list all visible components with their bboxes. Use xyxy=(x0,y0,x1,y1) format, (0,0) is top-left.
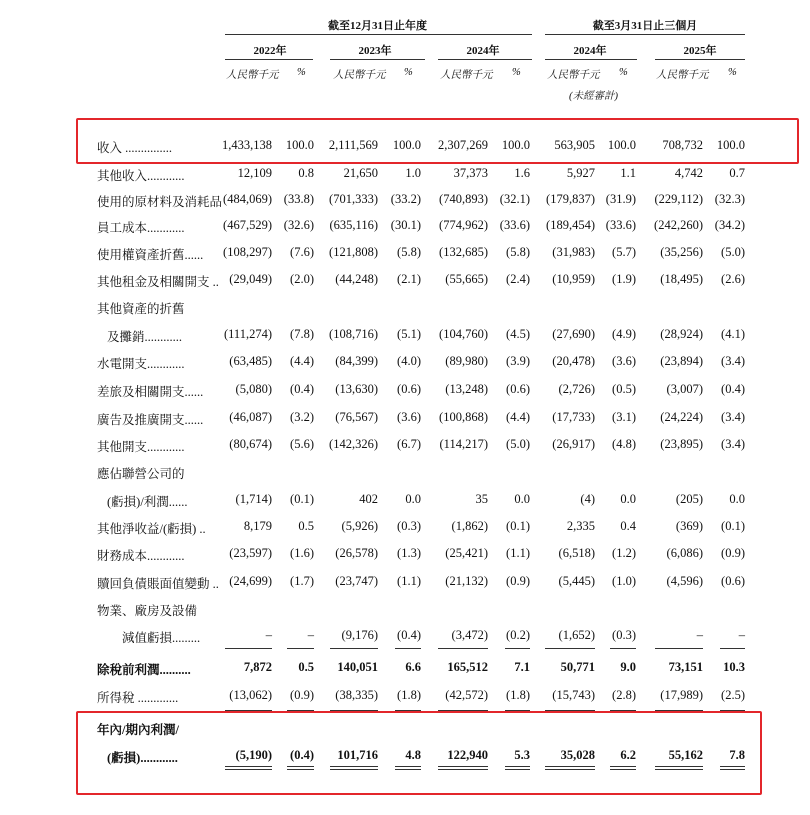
cell-percent: (0.1) xyxy=(290,492,314,506)
cell-amount: 5,927 xyxy=(566,166,595,180)
cell-amount: 35,028 xyxy=(560,748,595,762)
cell-amount: (13,248) xyxy=(445,382,488,396)
cell-percent: 100.0 xyxy=(716,138,745,152)
cell-percent: 0.0 xyxy=(405,492,421,506)
cell-amount: (24,224) xyxy=(660,410,703,424)
cell-amount: 1,433,138 xyxy=(222,138,272,152)
row-label: 物業、廠房及設備 xyxy=(97,604,198,618)
cell-amount: – xyxy=(696,628,703,642)
cell-percent: (5.1) xyxy=(397,327,421,341)
row-label: 贖回負債賬面值變動 .. xyxy=(97,577,219,591)
cell-percent: 0.8 xyxy=(298,166,314,180)
cell-amount: 7,872 xyxy=(243,660,272,674)
cell-amount: (25,421) xyxy=(445,546,488,560)
year-2023: 2023年 xyxy=(358,45,392,57)
cell-amount: (100,868) xyxy=(439,410,488,424)
cell-amount: (205) xyxy=(675,492,703,506)
cell-percent: (4.1) xyxy=(721,327,745,341)
table-row xyxy=(0,410,810,430)
cell-percent: (0.6) xyxy=(506,382,530,396)
cell-percent: (2.6) xyxy=(721,272,745,286)
cell-amount: (15,743) xyxy=(552,688,595,702)
cell-amount: 50,771 xyxy=(560,660,595,674)
table-row xyxy=(0,628,810,648)
year-2024: 2024年 xyxy=(466,45,500,57)
cell-percent: (1.8) xyxy=(397,688,421,702)
unit-rmb-1: 人民幣千元 xyxy=(226,70,279,81)
row-label: 使用的原材料及消耗品 xyxy=(97,195,223,209)
row-label: 財務成本............ xyxy=(97,549,185,563)
table-row xyxy=(0,354,810,374)
cell-amount: (2,726) xyxy=(558,382,595,396)
row-label: 及攤銷............ xyxy=(107,330,183,344)
cell-amount: (111,274) xyxy=(223,327,272,341)
cell-percent: 1.6 xyxy=(514,166,530,180)
cell-percent: (0.5) xyxy=(612,382,636,396)
highlight-revenue-row xyxy=(76,118,799,164)
cell-percent: 7.1 xyxy=(514,660,530,674)
cell-percent: (0.4) xyxy=(290,382,314,396)
table-row xyxy=(0,464,810,484)
cell-percent: 0.0 xyxy=(514,492,530,506)
unit-pct-2: % xyxy=(404,67,413,78)
cell-amount: (23,895) xyxy=(660,437,703,451)
cell-amount: (35,256) xyxy=(660,245,703,259)
cell-percent: 9.0 xyxy=(620,660,636,674)
cell-amount: (27,690) xyxy=(552,327,595,341)
row-label: 應佔聯營公司的 xyxy=(97,467,185,481)
cell-percent: (0.9) xyxy=(721,546,745,560)
cell-amount: (484,069) xyxy=(223,192,272,206)
cell-percent: (2.1) xyxy=(397,272,421,286)
year-2024-q: 2024年 xyxy=(573,45,607,57)
cell-amount: 2,335 xyxy=(566,519,595,533)
cell-percent: (0.4) xyxy=(290,748,314,762)
row-label: 減值虧損......... xyxy=(122,631,201,645)
cell-amount: (21,132) xyxy=(445,574,488,588)
rule-line xyxy=(720,648,745,649)
cell-amount: (13,062) xyxy=(229,688,272,702)
cell-percent: (7.6) xyxy=(290,245,314,259)
cell-amount: – xyxy=(265,628,272,642)
cell-percent: 7.8 xyxy=(729,748,745,762)
row-label: 所得稅 ............. xyxy=(97,691,179,705)
table-row xyxy=(0,166,810,186)
cell-amount: (189,454) xyxy=(546,218,595,232)
cell-amount: (3,472) xyxy=(451,628,488,642)
cell-percent: (3.1) xyxy=(612,410,636,424)
cell-amount: 708,732 xyxy=(662,138,703,152)
cell-amount: (467,529) xyxy=(223,218,272,232)
cell-amount: (80,674) xyxy=(229,437,272,451)
cell-percent: (2.0) xyxy=(290,272,314,286)
cell-amount: (4,596) xyxy=(666,574,703,588)
cell-amount: (114,217) xyxy=(439,437,488,451)
cell-amount: (1,652) xyxy=(558,628,595,642)
cell-percent: (33.6) xyxy=(499,218,530,232)
cell-percent: 0.4 xyxy=(620,519,636,533)
header-group-q: 截至3月31日止三個月 xyxy=(592,20,698,32)
cell-amount: (55,665) xyxy=(445,272,488,286)
table-row xyxy=(0,574,810,594)
unit-pct-1: % xyxy=(297,67,306,78)
cell-percent: (1.9) xyxy=(612,272,636,286)
cell-percent: (1.6) xyxy=(290,546,314,560)
cell-percent: (0.3) xyxy=(612,628,636,642)
cell-percent: (5.6) xyxy=(290,437,314,451)
cell-percent: (5.0) xyxy=(721,245,745,259)
cell-percent: (3.4) xyxy=(721,354,745,368)
cell-amount: (44,248) xyxy=(335,272,378,286)
cell-percent: (34.2) xyxy=(714,218,745,232)
cell-percent: 0.0 xyxy=(620,492,636,506)
row-label: 收入 ............... xyxy=(97,141,173,155)
cell-amount: (6,518) xyxy=(558,546,595,560)
cell-percent: (0.6) xyxy=(721,574,745,588)
table-row xyxy=(0,382,810,402)
cell-amount: (20,478) xyxy=(552,354,595,368)
row-label: 其他開支............ xyxy=(97,440,185,454)
cell-percent: (3.9) xyxy=(506,354,530,368)
cell-percent: (3.6) xyxy=(612,354,636,368)
cell-amount: 165,512 xyxy=(447,660,488,674)
cell-amount: (1,862) xyxy=(451,519,488,533)
cell-percent: (2.4) xyxy=(506,272,530,286)
cell-amount: (63,485) xyxy=(229,354,272,368)
cell-amount: (17,733) xyxy=(552,410,595,424)
cell-amount: (5,080) xyxy=(235,382,272,396)
table-row xyxy=(0,272,810,292)
unit-pct-4: % xyxy=(619,67,628,78)
rule-line xyxy=(395,648,421,649)
unaudited-note: (未經審計) xyxy=(569,91,618,102)
cell-percent: (4.9) xyxy=(612,327,636,341)
cell-percent: 100.0 xyxy=(607,138,636,152)
year-2022: 2022年 xyxy=(253,45,287,57)
cell-percent: 100.0 xyxy=(501,138,530,152)
cell-percent: (33.2) xyxy=(390,192,421,206)
cell-percent: (1.3) xyxy=(397,546,421,560)
cell-percent: 0.5 xyxy=(298,519,314,533)
cell-percent: 0.0 xyxy=(729,492,745,506)
row-label: 其他租金及相關開支 .. xyxy=(97,275,219,289)
cell-percent: (0.4) xyxy=(721,382,745,396)
row-label: 員工成本............ xyxy=(97,221,185,235)
cell-percent: (5.8) xyxy=(506,245,530,259)
table-row xyxy=(0,492,810,512)
header-group-fy: 截至12月31日止年度 xyxy=(328,20,427,32)
cell-percent: – xyxy=(738,628,745,642)
cell-percent: (31.9) xyxy=(605,192,636,206)
cell-amount: (18,495) xyxy=(660,272,703,286)
cell-amount: (84,399) xyxy=(335,354,378,368)
table-row xyxy=(0,218,810,238)
cell-percent: (3.6) xyxy=(397,410,421,424)
cell-amount: 2,307,269 xyxy=(438,138,488,152)
cell-amount: 55,162 xyxy=(668,748,703,762)
cell-percent: (32.6) xyxy=(283,218,314,232)
unit-rmb-5: 人民幣千元 xyxy=(656,70,709,81)
cell-amount: (10,959) xyxy=(552,272,595,286)
cell-percent: (5.0) xyxy=(506,437,530,451)
table-row xyxy=(0,546,810,566)
cell-percent: (0.2) xyxy=(506,628,530,642)
rule-line xyxy=(438,648,488,649)
cell-amount: (242,260) xyxy=(654,218,703,232)
unit-rmb-4: 人民幣千元 xyxy=(547,70,600,81)
cell-percent: (30.1) xyxy=(390,218,421,232)
row-label: 使用權資產折舊...... xyxy=(97,248,204,262)
cell-amount: 140,051 xyxy=(337,660,378,674)
unit-rmb-2: 人民幣千元 xyxy=(333,70,386,81)
table-row xyxy=(0,519,810,539)
rule-line xyxy=(225,648,272,649)
cell-amount: (31,983) xyxy=(552,245,595,259)
cell-amount: (23,597) xyxy=(229,546,272,560)
table-row xyxy=(0,299,810,319)
cell-percent: (33.8) xyxy=(283,192,314,206)
cell-percent: (32.3) xyxy=(714,192,745,206)
cell-amount: (13,630) xyxy=(335,382,378,396)
row-label: 年內/期內利潤/ xyxy=(97,723,179,737)
row-label: 其他淨收益/(虧損) .. xyxy=(97,522,206,536)
year-2025-q: 2025年 xyxy=(683,45,717,57)
cell-amount: 2,111,569 xyxy=(328,138,378,152)
cell-amount: (774,962) xyxy=(439,218,488,232)
row-label: (虧損)............ xyxy=(107,751,178,765)
cell-percent: (6.7) xyxy=(397,437,421,451)
cell-amount: (132,685) xyxy=(439,245,488,259)
cell-amount: (369) xyxy=(675,519,703,533)
cell-amount: (3,007) xyxy=(666,382,703,396)
table-row xyxy=(0,601,810,621)
cell-amount: 101,716 xyxy=(337,748,378,762)
row-label: 其他資產的折舊 xyxy=(97,302,185,316)
cell-amount: (179,837) xyxy=(546,192,595,206)
cell-amount: (5,190) xyxy=(235,748,272,762)
cell-percent: (1.1) xyxy=(506,546,530,560)
cell-percent: (1.8) xyxy=(506,688,530,702)
cell-percent: (0.3) xyxy=(397,519,421,533)
cell-amount: (89,980) xyxy=(445,354,488,368)
cell-amount: (4) xyxy=(580,492,595,506)
unit-rmb-3: 人民幣千元 xyxy=(440,70,493,81)
cell-amount: (29,049) xyxy=(229,272,272,286)
cell-percent: (1.0) xyxy=(612,574,636,588)
cell-percent: (0.1) xyxy=(721,519,745,533)
row-label: 除稅前利潤.......... xyxy=(97,663,191,677)
cell-percent: (4.8) xyxy=(612,437,636,451)
cell-percent: (4.5) xyxy=(506,327,530,341)
table-row xyxy=(0,437,810,457)
row-label: 其他收入............ xyxy=(97,169,185,183)
cell-amount: 12,109 xyxy=(237,166,272,180)
cell-amount: (121,808) xyxy=(329,245,378,259)
cell-percent: (1.1) xyxy=(397,574,421,588)
rule-line xyxy=(505,648,530,649)
cell-amount: (5,445) xyxy=(558,574,595,588)
cell-percent: 100.0 xyxy=(285,138,314,152)
cell-amount: (38,335) xyxy=(335,688,378,702)
rule-line xyxy=(610,648,636,649)
unit-pct-3: % xyxy=(512,67,521,78)
cell-amount: (26,917) xyxy=(552,437,595,451)
cell-amount: (46,087) xyxy=(229,410,272,424)
cell-amount: (229,112) xyxy=(654,192,703,206)
row-label: 廣告及推廣開支...... xyxy=(97,413,204,427)
cell-percent: 6.6 xyxy=(405,660,421,674)
cell-amount: (42,572) xyxy=(445,688,488,702)
cell-percent: – xyxy=(307,628,314,642)
table-row xyxy=(0,688,810,708)
rule-line xyxy=(287,648,314,649)
cell-percent: (32.1) xyxy=(499,192,530,206)
cell-percent: (5.7) xyxy=(612,245,636,259)
cell-amount: (28,924) xyxy=(660,327,703,341)
cell-percent: 1.0 xyxy=(405,166,421,180)
cell-amount: (635,116) xyxy=(329,218,378,232)
cell-amount: (108,297) xyxy=(223,245,272,259)
row-label: (虧損)/利潤...... xyxy=(107,495,188,509)
cell-amount: (1,714) xyxy=(235,492,272,506)
cell-amount: (24,699) xyxy=(229,574,272,588)
cell-percent: (7.8) xyxy=(290,327,314,341)
highlight-profit-row xyxy=(76,711,762,795)
cell-percent: 0.7 xyxy=(729,166,745,180)
cell-percent: (2.5) xyxy=(721,688,745,702)
cell-amount: 563,905 xyxy=(554,138,595,152)
cell-amount: 37,373 xyxy=(453,166,488,180)
cell-percent: (5.8) xyxy=(397,245,421,259)
cell-percent: (33.6) xyxy=(605,218,636,232)
cell-percent: (1.2) xyxy=(612,546,636,560)
cell-percent: 100.0 xyxy=(392,138,421,152)
cell-amount: 35 xyxy=(475,492,488,506)
cell-percent: (4.4) xyxy=(290,354,314,368)
rule-line xyxy=(545,648,595,649)
cell-amount: (6,086) xyxy=(666,546,703,560)
cell-amount: (142,326) xyxy=(329,437,378,451)
unit-pct-5: % xyxy=(728,67,737,78)
cell-percent: (1.7) xyxy=(290,574,314,588)
cell-percent: 6.2 xyxy=(620,748,636,762)
cell-amount: (108,716) xyxy=(329,327,378,341)
cell-amount: 73,151 xyxy=(668,660,703,674)
cell-amount: (740,893) xyxy=(439,192,488,206)
cell-percent: (0.9) xyxy=(290,688,314,702)
cell-percent: 5.3 xyxy=(514,748,530,762)
cell-percent: (4.0) xyxy=(397,354,421,368)
cell-percent: 1.1 xyxy=(620,166,636,180)
cell-amount: (5,926) xyxy=(341,519,378,533)
cell-amount: (104,760) xyxy=(439,327,488,341)
cell-percent: (0.4) xyxy=(397,628,421,642)
table-row xyxy=(0,245,810,265)
table-row xyxy=(0,192,810,212)
cell-percent: 4.8 xyxy=(405,748,421,762)
cell-amount: 21,650 xyxy=(343,166,378,180)
rule-line xyxy=(330,648,378,649)
cell-percent: (0.6) xyxy=(397,382,421,396)
cell-amount: (17,989) xyxy=(660,688,703,702)
row-label: 差旅及相關開支...... xyxy=(97,385,204,399)
cell-amount: 402 xyxy=(359,492,378,506)
cell-amount: (23,894) xyxy=(660,354,703,368)
cell-percent: (3.2) xyxy=(290,410,314,424)
cell-amount: 4,742 xyxy=(674,166,703,180)
cell-amount: (23,747) xyxy=(335,574,378,588)
cell-amount: (9,176) xyxy=(341,628,378,642)
cell-percent: 0.5 xyxy=(298,660,314,674)
cell-percent: (2.8) xyxy=(612,688,636,702)
cell-percent: (0.1) xyxy=(506,519,530,533)
cell-amount: 8,179 xyxy=(243,519,272,533)
rule-line xyxy=(655,648,703,649)
table-row xyxy=(0,327,810,347)
cell-amount: (26,578) xyxy=(335,546,378,560)
cell-percent: 10.3 xyxy=(723,660,745,674)
cell-percent: (0.9) xyxy=(506,574,530,588)
row-label: 水電開支............ xyxy=(97,357,185,371)
cell-amount: (76,567) xyxy=(335,410,378,424)
table-row xyxy=(0,660,810,680)
cell-percent: (3.4) xyxy=(721,437,745,451)
cell-amount: 122,940 xyxy=(447,748,488,762)
cell-percent: (4.4) xyxy=(506,410,530,424)
cell-percent: (3.4) xyxy=(721,410,745,424)
cell-amount: (701,333) xyxy=(329,192,378,206)
